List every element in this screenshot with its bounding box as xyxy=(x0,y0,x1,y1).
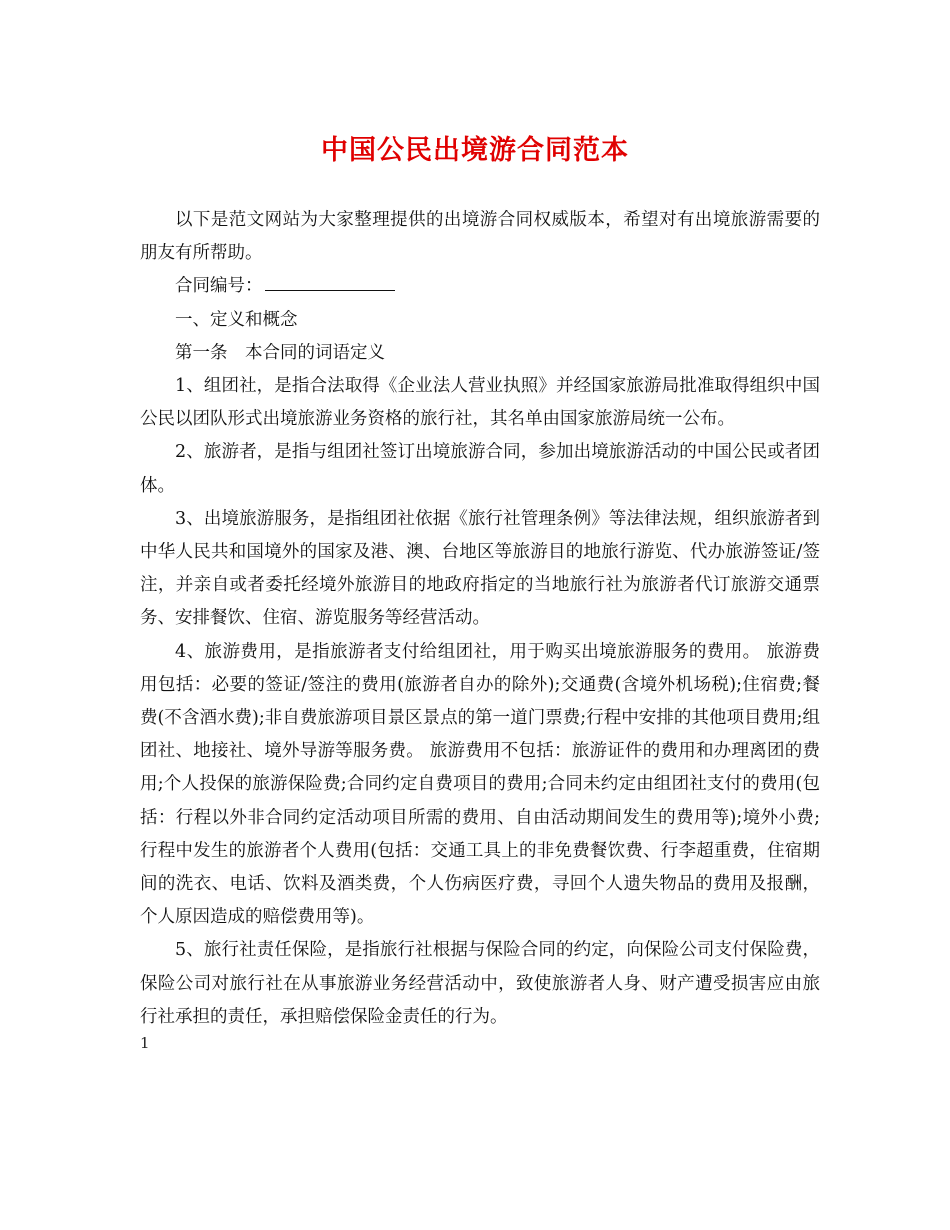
article-heading: 第一条 本合同的词语定义 xyxy=(175,342,385,363)
intro-paragraph: 以下是范文网站为大家整理提供的出境游合同权威版本，希望对有出境旅游需要的朋友有所帮助。 xyxy=(140,210,820,264)
definition-item-1: 1、组团社，是指合法取得《企业法人营业执照》并经国家旅游局批准取得组织中国公民以团队形式出境旅游业务资格的旅行社，其名单由国家旅游局统一公布。 xyxy=(140,376,820,430)
document-title: 中国公民出境游合同范本 xyxy=(321,135,629,166)
document-body xyxy=(140,204,820,1034)
page-number: 1 xyxy=(140,1034,150,1052)
definition-item-5: 5、旅行社责任保险，是指旅行社根据与保险合同的约定，向保险公司支付保险费，保险公司对旅行社在从事旅游业务经营活动中，致使旅游者人身、财产遭受损害应由旅行社承担的责任，承担赔偿保险金责任的行为。 xyxy=(140,940,820,1027)
contract-number-label: 合同编号： xyxy=(175,276,263,297)
section-heading: 一、定义和概念 xyxy=(175,309,298,330)
definition-item-2: 2、旅游者，是指与组团社签订出境旅游合同，参加出境旅游活动的中国公民或者团体。 xyxy=(140,442,820,496)
definition-item-4: 4、旅游费用，是指旅游者支付给组团社，用于购买出境旅游服务的费用。 旅游费用包括：必要的签证/签注的费用(旅游者自办的除外);交通费(含境外机场税);住宿费;餐费(不含酒水费);非自费旅游项目景区景点的第一道门票费;行程中安排的其他项目费用;组团社、地接社、境外导游等服务费。 旅游费用不包括：旅游证件的费用和办理离团的费用;个人投保的旅游保险费;合同约定自费项目的费用;合同未约定由组团社支付的费用(包括：行程以外非合同约定活动项目所需的费用、自由活动期间发生的费用等);境外小费;行程中发生的旅游者个人费用(包括：交通工具上的非免费餐饮费、行李超重费，住宿期间的洗衣、电话、饮料及酒类费，个人伤病医疗费，寻回个人遗失物品的费用及报酬，个人原因造成的赔偿费用等)。 xyxy=(140,641,820,928)
contract-number-blank xyxy=(265,272,395,291)
definition-item-3: 3、出境旅游服务，是指组团社依据《旅行社管理条例》等法律法规，组织旅游者到中华人民共和国境外的国家及港、澳、台地区等旅游目的地旅行游览、代办旅游签证/签注，并亲自或者委托经境外旅游目的地政府指定的当地旅行社为旅游者代订旅游交通票务、安排餐饮、住宿、游览服务等经营活动。 xyxy=(140,508,820,629)
contract-number-line xyxy=(140,270,820,303)
